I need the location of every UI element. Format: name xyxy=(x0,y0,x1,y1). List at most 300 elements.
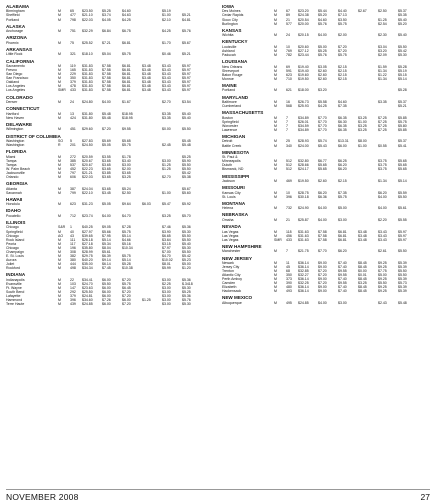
footer-month: NOVEMBER 2008 xyxy=(6,492,79,502)
other: $3.75 xyxy=(378,159,387,164)
table-row xyxy=(6,214,218,218)
other: $7.25 xyxy=(378,127,387,132)
city: Orlando xyxy=(6,174,19,179)
table-row xyxy=(6,18,218,22)
health: $4.00 xyxy=(318,300,327,305)
annuity: $0.00 xyxy=(358,269,367,273)
wage: $19.50 xyxy=(298,76,309,81)
annuity xyxy=(142,143,162,147)
wage: $27.97 xyxy=(82,229,93,234)
state-heading: LOUISIANA xyxy=(222,59,248,65)
vacation: $5.40 xyxy=(182,241,191,246)
wage: $31.83 xyxy=(82,72,93,77)
health: $7.45 xyxy=(102,265,111,270)
vacation: $5.97 xyxy=(398,237,407,242)
local-number: 103 xyxy=(70,281,76,286)
annuity: $1.00 xyxy=(358,143,367,148)
wage: $21.10 xyxy=(82,13,93,18)
city: Portland xyxy=(222,88,236,93)
local-number: 591 xyxy=(286,68,292,73)
other: $9.25 xyxy=(378,277,387,282)
pension: $6.81 xyxy=(122,80,131,85)
city: Trenton xyxy=(222,269,234,273)
pension: $9.55 xyxy=(338,269,347,273)
wage: $20.00 xyxy=(298,21,309,26)
other: $7.75 xyxy=(378,269,387,273)
wage: $30.18 xyxy=(298,194,309,199)
table-row xyxy=(6,100,218,104)
annuity: $8.45 xyxy=(358,264,367,269)
health: $2.60 xyxy=(318,72,327,77)
vacation: $4.81 xyxy=(182,17,191,22)
pension: $6.81 xyxy=(122,68,131,73)
local-number: 751 xyxy=(70,29,76,34)
annuity: $3.48 xyxy=(142,80,151,85)
other: $3.20 xyxy=(378,48,387,53)
table-row xyxy=(222,88,434,92)
wage: $31.63 xyxy=(298,229,309,234)
health: $3.85 xyxy=(102,170,111,175)
vacation: $5.35 xyxy=(398,13,407,18)
city: San Francisco xyxy=(6,76,29,81)
health: $3.65 xyxy=(102,186,111,191)
city: Hackensack xyxy=(222,289,242,294)
vacation: $5.25 xyxy=(182,154,191,159)
pension: $3.00 xyxy=(338,217,347,222)
health: $3.65 xyxy=(102,166,111,171)
city: Chicago xyxy=(6,225,19,230)
pension: $4.60 xyxy=(122,9,131,14)
other: $5.19 xyxy=(162,9,171,14)
pension: $7.20 xyxy=(122,289,131,294)
local-type: M xyxy=(58,265,61,270)
local-type: M xyxy=(274,143,277,148)
city: Worcester xyxy=(222,123,238,128)
right-column xyxy=(222,4,434,486)
health: $7.26 xyxy=(102,297,111,302)
pension: $4.70 xyxy=(122,213,131,218)
other: $4.00 xyxy=(378,206,387,211)
annuity xyxy=(142,18,162,22)
local-type: M xyxy=(274,159,277,164)
state-heading: ALASKA xyxy=(6,23,26,29)
vacation: $5.97 xyxy=(182,76,191,81)
city: Detroit xyxy=(222,139,233,144)
wage: $22.10 xyxy=(82,190,93,195)
city: Champaign xyxy=(6,249,24,254)
city: Cedar Rapids xyxy=(222,13,244,18)
city: Indianapolis xyxy=(6,277,25,282)
health: $5.05 xyxy=(102,143,111,147)
local-number: 424 xyxy=(70,115,76,120)
vacation: $5.30 xyxy=(182,285,191,290)
wage: $31.63 xyxy=(298,237,309,242)
wage: $31.83 xyxy=(82,64,93,69)
annuity: $0.01 xyxy=(358,273,367,278)
wage: $27.18 xyxy=(82,241,93,246)
other: $1.34 xyxy=(378,76,387,81)
annuity: $3.48 xyxy=(142,68,151,73)
city: Terre Haute xyxy=(6,301,25,306)
vacation: $5.28 xyxy=(398,88,407,93)
vacation: $5.20 xyxy=(398,21,407,26)
pension: $2.15 xyxy=(338,178,347,183)
health: $8.04 xyxy=(102,245,111,250)
pension: $5.75 xyxy=(338,21,347,26)
local-type: M xyxy=(274,273,277,278)
vacation: $5.21 xyxy=(182,52,191,57)
local-number: 292 xyxy=(70,289,76,294)
annuity xyxy=(358,22,378,26)
wage: $24.17 xyxy=(298,167,309,172)
other: $3.00 xyxy=(162,297,171,302)
vacation: $5.36 xyxy=(182,225,191,230)
health: $5.58 xyxy=(318,99,327,104)
vacation: $5.36 xyxy=(182,277,191,282)
other: $1.59 xyxy=(378,64,387,69)
local-number: 390 xyxy=(286,281,292,286)
vacation: $5.85 xyxy=(398,127,407,132)
annuity: $1.25 xyxy=(142,297,151,302)
table-row xyxy=(6,266,218,270)
other xyxy=(378,88,398,92)
city: Battle Creek xyxy=(222,143,242,148)
annuity xyxy=(358,179,378,183)
local-number: 444 xyxy=(70,261,76,266)
vacation: $5.65 xyxy=(398,159,407,164)
health: $9.00 xyxy=(318,277,327,282)
local-type: SMR xyxy=(274,237,282,242)
table-row xyxy=(6,127,218,131)
left-column xyxy=(6,4,218,486)
vacation: $5.39 xyxy=(398,260,407,265)
pension: $4.63 xyxy=(122,13,131,18)
local-type: M xyxy=(58,72,61,77)
wage: $20.54 xyxy=(298,17,309,22)
local-number: 13 xyxy=(70,111,74,116)
health: $3.65 xyxy=(102,174,111,179)
local-number: 65 xyxy=(70,9,74,14)
table-row xyxy=(6,143,218,147)
city: Shreveport xyxy=(222,68,240,73)
local-type: M xyxy=(274,139,277,144)
state-heading: CALIFORNIA xyxy=(6,58,35,64)
health: $7.70 xyxy=(318,115,327,120)
wage: $36.14 xyxy=(298,289,309,294)
annuity: $8.45 xyxy=(358,285,367,290)
city: Rock Island xyxy=(6,237,25,242)
wage: $20.60 xyxy=(298,44,309,49)
local-number: 439 xyxy=(70,301,76,306)
other: $9.25 xyxy=(378,285,387,290)
page-number: 27 xyxy=(420,492,430,502)
local-number: 68 xyxy=(286,269,290,273)
state-heading: IOWA xyxy=(222,4,235,9)
local-number: 118 xyxy=(286,229,292,234)
local-number: 201 xyxy=(70,143,76,147)
wage: $20.59 xyxy=(82,154,93,159)
other: $2.30 xyxy=(378,33,387,38)
health: $4.00 xyxy=(318,33,327,38)
local-type: M xyxy=(274,281,277,286)
other: $2.10 xyxy=(162,17,171,22)
vacation: $5.50 xyxy=(398,269,407,273)
local-number: 380 xyxy=(70,257,76,262)
annuity: $3.48 xyxy=(358,237,367,242)
city: Ashland xyxy=(222,48,235,53)
health: $7.20 xyxy=(102,127,111,132)
local-type: M xyxy=(274,115,277,120)
wage: $23.44 xyxy=(298,52,309,57)
wage: $25.52 xyxy=(82,40,93,45)
vacation: $5.59 xyxy=(398,190,407,195)
local-type: M xyxy=(274,99,277,104)
wage: $36.14 xyxy=(298,260,309,265)
local-type: M xyxy=(58,17,61,22)
city: Des Moines xyxy=(222,9,241,14)
health: $6.77 xyxy=(318,159,327,164)
wage: $40.20 xyxy=(82,257,93,262)
health: $7.20 xyxy=(318,269,327,273)
health: $5.48 xyxy=(102,115,111,120)
wage: $24.90 xyxy=(298,206,309,211)
pension: $5.75 xyxy=(338,194,347,199)
vacation: $5.97 xyxy=(182,80,191,85)
other: $1.22 xyxy=(378,72,387,77)
health: $9.00 xyxy=(318,264,327,269)
city: Miami xyxy=(6,154,16,159)
health: $2.60 xyxy=(318,76,327,81)
local-number: 477 xyxy=(70,13,76,18)
city: Lawrence xyxy=(222,127,238,132)
vacation: $5.97 xyxy=(398,233,407,238)
local-type: M xyxy=(274,277,277,282)
table-row xyxy=(222,301,434,305)
local-type: M xyxy=(274,9,277,14)
pension: $6.81 xyxy=(122,88,131,93)
vacation: $5.50 xyxy=(398,249,407,254)
wage: $23.74 xyxy=(82,213,93,218)
local-type: S&R xyxy=(58,225,66,230)
annuity xyxy=(358,301,378,305)
local-type: M xyxy=(58,115,61,120)
annuity xyxy=(358,195,378,199)
state-heading: CONNECTICUT xyxy=(6,106,40,112)
state-heading: MISSOURI xyxy=(222,185,245,191)
city: Jacksonville xyxy=(6,170,25,175)
vacation: $5.50 xyxy=(398,44,407,49)
other: $3.00 xyxy=(162,285,171,290)
annuity xyxy=(358,206,378,210)
local-type: M xyxy=(274,260,277,265)
local-number: 387 xyxy=(70,186,76,191)
local-number: 798 xyxy=(70,17,76,22)
wage: $24.85 xyxy=(82,301,93,306)
state-heading: NEW HAMPSHIRE xyxy=(222,243,262,249)
local-number: 1 xyxy=(70,225,72,230)
pension: $6.81 xyxy=(338,229,347,234)
local-number: 451 xyxy=(70,127,76,132)
city: Paducah xyxy=(222,52,236,57)
pension: $7.35 xyxy=(338,104,347,109)
city: Chicago xyxy=(6,233,19,238)
vacation: $5.50 xyxy=(182,233,191,238)
wage: $23.63 xyxy=(82,285,93,290)
pension: $5.28 xyxy=(122,261,131,266)
local-type: M xyxy=(58,174,61,179)
other: $1.25 xyxy=(162,166,171,171)
city: Camden xyxy=(222,281,236,286)
local-number: 7 xyxy=(286,123,288,128)
pension: $6.81 xyxy=(338,237,347,242)
city: New Orleans xyxy=(222,64,243,69)
wage: $27.83 xyxy=(82,138,93,143)
pension: $5.75 xyxy=(122,229,131,234)
vacation: $3.54 xyxy=(182,99,191,104)
vacation: $5.19 xyxy=(398,68,407,73)
other: $7.46 xyxy=(162,225,171,230)
health: $6.14 xyxy=(102,261,111,266)
health: $4.00 xyxy=(102,99,111,104)
local-number: 478 xyxy=(70,84,76,89)
pension: $2.50 xyxy=(122,190,131,195)
pension: $5.65 xyxy=(122,138,131,143)
wage: $34.34 xyxy=(82,265,93,270)
vacation: $5.97 xyxy=(182,84,191,89)
local-number: 396 xyxy=(286,194,292,199)
local-number: 272 xyxy=(70,154,76,159)
health: $3.55 xyxy=(102,154,111,159)
pension: $7.40 xyxy=(338,285,347,290)
health: $7.58 xyxy=(318,237,327,242)
annuity xyxy=(358,104,378,108)
pension xyxy=(338,88,358,92)
vacation: $.3418 xyxy=(182,281,193,286)
other: $3.35 xyxy=(378,99,387,104)
city: Jackson xyxy=(222,178,235,183)
health: $9.00 xyxy=(318,289,327,294)
footer-rule xyxy=(6,489,430,490)
local-type: M xyxy=(274,300,277,305)
other: $9.25 xyxy=(378,260,387,265)
local-number: 452 xyxy=(70,166,76,171)
vacation: $5.39 xyxy=(398,264,407,269)
wage: $31.23 xyxy=(82,202,93,207)
local-type: M xyxy=(274,289,277,294)
local-number: 40 xyxy=(70,229,74,234)
vacation: $5.39 xyxy=(398,285,407,290)
city: Las Vegas xyxy=(222,237,239,242)
city: Sioux City xyxy=(222,17,238,22)
local-number: 7 xyxy=(286,127,288,132)
local-number: 147 xyxy=(70,285,76,290)
other: $2.70 xyxy=(162,174,171,179)
city: Las Vegas xyxy=(222,233,239,238)
local-type: M xyxy=(58,293,61,298)
local-number: 456 xyxy=(286,233,292,238)
health: $5.48 xyxy=(102,111,111,116)
local-type: M xyxy=(58,154,61,159)
local-type: M xyxy=(58,13,61,18)
annuity xyxy=(142,100,162,104)
health: $6.36 xyxy=(318,194,327,199)
annuity: $6.03 xyxy=(142,202,151,207)
vacation: $5.85 xyxy=(398,115,407,120)
table-row xyxy=(6,191,218,195)
wage: $35.80 xyxy=(82,245,93,250)
local-type: M xyxy=(58,301,61,306)
wage: $35.00 xyxy=(82,261,93,266)
annuity: $2.67 xyxy=(358,9,367,14)
wage: $32.25 xyxy=(298,281,309,286)
city: Omaha xyxy=(222,217,234,222)
state-heading: GEORGIA xyxy=(6,181,28,187)
local-number: 623 xyxy=(70,202,76,207)
local-type: M xyxy=(58,202,61,207)
health: $4.60 xyxy=(318,17,327,22)
vacation: $5.40 xyxy=(182,115,191,120)
pension: $9.55 xyxy=(338,281,347,286)
health: $5.34 xyxy=(102,241,111,246)
local-number: 433 xyxy=(70,88,76,93)
other: $2.09 xyxy=(378,52,387,57)
vacation: $5.97 xyxy=(182,88,191,93)
health: $7.95 xyxy=(102,233,111,238)
table-row xyxy=(6,41,218,45)
annuity xyxy=(142,29,162,33)
pension: $10.38 xyxy=(122,265,133,270)
vacation: $5.41 xyxy=(398,143,407,148)
wage: $22.23 xyxy=(82,166,93,171)
local-type: R xyxy=(58,143,61,147)
local-type: M xyxy=(58,281,61,286)
annuity: $3.25 xyxy=(358,281,367,286)
local-number: 350 xyxy=(286,273,292,278)
local-type: M xyxy=(274,163,277,168)
pension: $3.00 xyxy=(338,300,347,305)
other: $1.70 xyxy=(162,40,171,45)
health: $7.58 xyxy=(102,88,111,93)
state-heading: MONTANA xyxy=(222,200,246,206)
city: Peoria xyxy=(6,241,17,246)
state-heading: NEVADA xyxy=(222,224,242,230)
other: $3.00 xyxy=(162,293,171,298)
state-heading: MARYLAND xyxy=(222,94,249,100)
vacation: $5.21 xyxy=(398,104,407,109)
city: San Diego xyxy=(6,72,23,77)
wage: $32.29 xyxy=(82,29,93,34)
vacation: $5.90 xyxy=(182,158,191,163)
table-row xyxy=(222,53,434,57)
city: Sheffield xyxy=(6,13,20,18)
other: $3.00 xyxy=(162,289,171,294)
local-number: 22 xyxy=(70,277,74,282)
health: $3.65 xyxy=(102,162,111,167)
annuity xyxy=(358,88,378,92)
local-type: SMR xyxy=(58,88,66,93)
other: $1.34 xyxy=(378,178,387,183)
table-row xyxy=(6,116,218,120)
annuity xyxy=(142,127,162,131)
wage: $25.93 xyxy=(298,104,309,109)
vacation: $5.48 xyxy=(398,300,407,305)
local-type: M xyxy=(274,285,277,290)
annuity: $1.00 xyxy=(358,119,367,124)
other: $3.75 xyxy=(378,163,387,168)
pension: $4.40 xyxy=(338,9,347,14)
local-type: M xyxy=(274,119,277,124)
city: Lafayette xyxy=(6,293,21,298)
